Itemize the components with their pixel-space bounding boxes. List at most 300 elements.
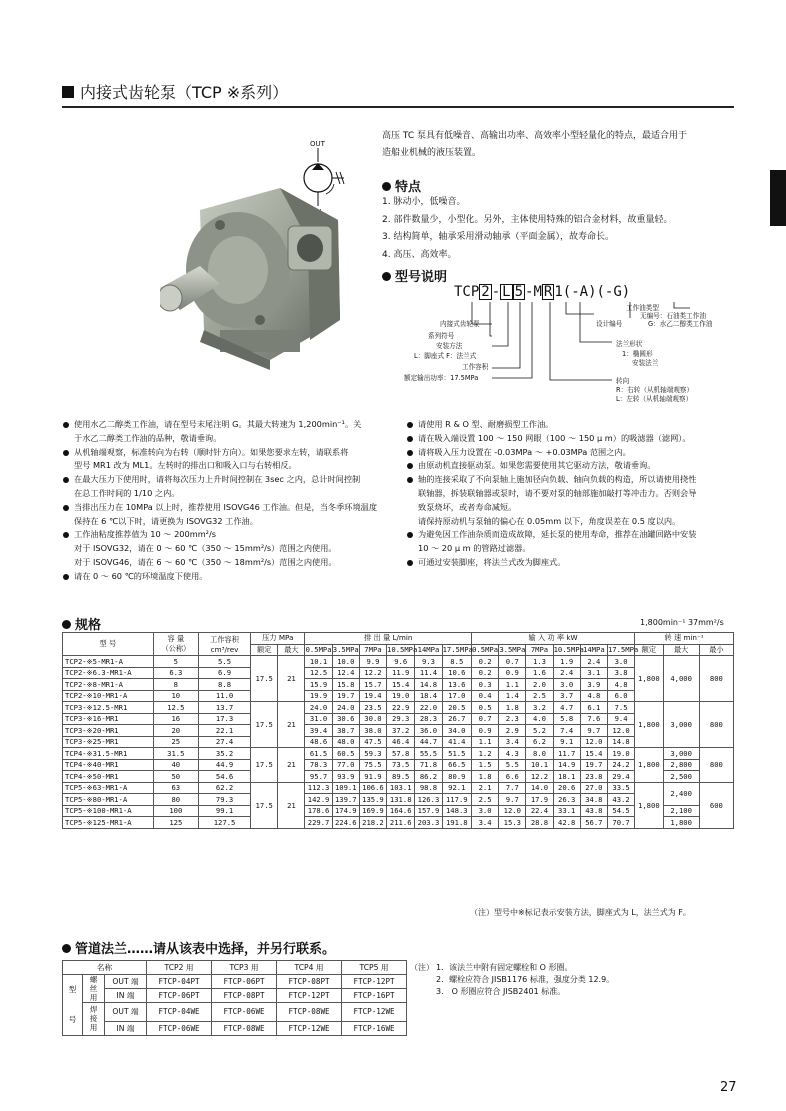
note-line: 请保持原动机与泵轴的偏心在 0.05mm 以下，角度误差在 0.5 度以内。 — [418, 515, 681, 526]
table-cell: 12.5 — [305, 667, 332, 679]
table-cell: 5 — [153, 656, 198, 668]
intro-line-1: 高压 TC 泵具有低噪音、高输出功率、高效率小型轻量化的特点，最适合用于 — [382, 131, 687, 141]
note-line: 请在吸入端设置 100 ～ 150 网眼（100 ～ 150 μ m）的吸滤器（滤网）。 — [406, 432, 736, 446]
table-cell: 43.8 — [580, 805, 607, 817]
flange-cell: FTCP-12PT — [277, 988, 342, 1002]
table-cell: 12.5 — [153, 702, 198, 714]
table-cell: 1,800 — [635, 656, 663, 702]
table-cell: 148.3 — [442, 805, 471, 817]
col-sub-max: 最大 — [278, 644, 305, 656]
table-cell: 3.2 — [526, 702, 553, 714]
table-cell: 86.2 — [415, 771, 442, 783]
table-cell: TCP2-※8-MR1-A — [63, 679, 154, 691]
table-cell: 18.4 — [415, 690, 442, 702]
table-cell: 92.1 — [442, 782, 471, 794]
flange-col-tcp2: TCP2 用 — [147, 961, 212, 975]
col-sub: 10.5MPa — [387, 645, 418, 655]
table-cell: 19.9 — [305, 690, 332, 702]
flange-col-tcp3: TCP3 用 — [212, 961, 277, 975]
table-cell: 54.6 — [198, 771, 250, 783]
table-cell: 50 — [153, 771, 198, 783]
page-title-bar — [62, 78, 734, 108]
table-cell: 17.5 — [251, 782, 278, 828]
table-cell: 10.1 — [305, 656, 332, 668]
table-cell: 26.3 — [553, 794, 580, 806]
model-heading: 型号说明 — [382, 266, 447, 285]
table-row — [63, 667, 734, 679]
table-cell: 61.5 — [305, 748, 332, 760]
flange-cell: FTCP-06WE — [147, 1021, 212, 1035]
flange-note: 2．螺栓应符合 JISB1176 标准，强度分类 12.9。 — [436, 975, 615, 984]
title-square-icon — [62, 86, 74, 98]
table-cell: 12.0 — [499, 805, 526, 817]
table-cell: 17.9 — [526, 794, 553, 806]
table-row — [63, 713, 734, 725]
table-cell: 0.9 — [472, 725, 499, 737]
table-cell: 91.9 — [359, 771, 386, 783]
code-prefix: TCP — [454, 284, 480, 300]
note-line: 型号 MR1 改为 ML1。左转时的排出口和吸入口与右转相反。 — [74, 460, 297, 471]
table-cell: 77.0 — [332, 759, 359, 771]
table-cell: 0.9 — [499, 667, 526, 679]
table-cell: TCP3-※16-MR1 — [63, 713, 154, 725]
table-cell: 60.5 — [332, 748, 359, 760]
flange-col-tcp5: TCP5 用 — [342, 961, 407, 975]
table-cell: 1.4 — [499, 690, 526, 702]
bullet-dot-icon — [62, 944, 71, 953]
col-header-flow: 排 出 量 L/min — [305, 633, 472, 645]
table-cell: 10.1 — [526, 759, 553, 771]
table-cell: 23.8 — [580, 771, 607, 783]
table-cell: 79.3 — [198, 794, 250, 806]
table-cell: 13.7 — [198, 702, 250, 714]
table-cell: 139.7 — [332, 794, 359, 806]
table-cell: 15.3 — [499, 817, 526, 829]
table-row — [63, 817, 734, 829]
note-line: 致泵烧坏，或者寿命减短。 — [418, 501, 517, 512]
table-cell: 34.0 — [442, 725, 471, 737]
table-cell: 51.5 — [442, 748, 471, 760]
table-cell: 22.0 — [415, 702, 442, 714]
table-cell: 19.7 — [332, 690, 359, 702]
table-cell: 7.6 — [580, 713, 607, 725]
flange-cell: FTCP-04PT — [147, 974, 212, 988]
table-cell: 54.5 — [607, 805, 634, 817]
table-cell: 23.5 — [359, 702, 386, 714]
table-cell: 14.8 — [607, 736, 634, 748]
table-cell: 9.4 — [607, 713, 634, 725]
table-cell: 1.5 — [472, 759, 499, 771]
table-cell: 3.0 — [472, 805, 499, 817]
flange-col-name: 名称 — [63, 961, 147, 975]
table-cell: TCP2-※10-MR1-A — [63, 690, 154, 702]
intro-line-2: 造船业机械的液压装置。 — [382, 148, 482, 158]
note-line: 对于 ISOVG32，请在 0 ～ 60 ℃（350 ～ 15mm²/s）范围之内使用。 — [74, 543, 337, 554]
table-cell: 30.0 — [359, 713, 386, 725]
table-cell: 38.0 — [359, 725, 386, 737]
table-cell: 1.1 — [499, 679, 526, 691]
label-flange-1b: 安装法兰 — [632, 359, 659, 367]
feature-item: 3. 结构简单，轴承采用滑动轴承（平面金属），故寿命长。 — [382, 232, 614, 242]
table-cell: 4.8 — [607, 679, 634, 691]
note-line: 当排出压力在 10MPa 以上时，推荐使用 ISOVG46 工作油。但是，当冬季环境温度 — [62, 501, 392, 515]
table-cell: 0.2 — [472, 667, 499, 679]
note-line: 为避免因工作油杂质而造成故障，延长泵的使用寿命，推荐在油罐回路中安装 — [406, 528, 736, 542]
table-cell: 2.9 — [499, 725, 526, 737]
label-internal-gear: 内接式齿轮泵 — [440, 320, 480, 328]
table-cell: 10 — [153, 690, 198, 702]
table-row — [63, 805, 734, 817]
page-number: 27 — [720, 1080, 737, 1095]
table-cell: 80.9 — [442, 771, 471, 783]
table-cell: 27.4 — [198, 736, 250, 748]
table-cell: TCP5-※63-MR1-A — [63, 782, 154, 794]
table-cell: 100 — [153, 805, 198, 817]
features-list — [382, 194, 672, 264]
col-sub: 0.5MPa — [305, 645, 332, 655]
table-cell: 41.4 — [442, 736, 471, 748]
table-cell: 1.8 — [499, 702, 526, 714]
table-cell: 31.0 — [305, 713, 332, 725]
table-cell: 11.0 — [198, 690, 250, 702]
code-part: - — [491, 284, 501, 300]
table-cell: 3.4 — [472, 817, 499, 829]
table-row — [63, 690, 734, 702]
table-cell: 2.5 — [472, 794, 499, 806]
code-part: (-G) — [596, 284, 631, 300]
table-cell: 30.6 — [332, 713, 359, 725]
table-cell: 73.5 — [387, 759, 415, 771]
table-cell: 21 — [278, 702, 305, 748]
table-cell: 126.3 — [415, 794, 442, 806]
table-cell: 78.3 — [305, 759, 332, 771]
flange-cell: FTCP-06WE — [212, 1002, 277, 1021]
label-rotation: 转向 — [616, 377, 630, 385]
table-cell: 21 — [278, 782, 305, 828]
table-row — [63, 702, 734, 714]
table-cell: 1.9 — [553, 656, 580, 668]
table-cell: 4.7 — [553, 702, 580, 714]
table-cell: TCP3-※25-MR1 — [63, 736, 154, 748]
col-sub: 14MPa — [415, 644, 442, 656]
spec-heading: 规格 — [62, 614, 101, 633]
flange-notes — [410, 962, 614, 998]
table-cell: 99.1 — [198, 805, 250, 817]
symbol-out-label: OUT — [310, 140, 325, 148]
table-cell: 47.5 — [359, 736, 386, 748]
table-cell: 26.7 — [442, 713, 471, 725]
col-header-speed: 转 速 min⁻¹ — [635, 633, 734, 645]
table-cell: 43.2 — [607, 794, 634, 806]
code-part: 5 — [514, 284, 524, 300]
table-cell: 0.7 — [472, 713, 499, 725]
table-cell: 20.6 — [553, 782, 580, 794]
table-cell: 15.8 — [332, 679, 359, 691]
table-cell: 2.3 — [499, 713, 526, 725]
table-cell: TCP2-※5-MR1-A — [63, 656, 154, 668]
feature-item: 2. 部件数量少，小型化。另外，主体使用特殊的铝合金材料，故重量轻。 — [382, 214, 673, 225]
table-cell: 21 — [278, 748, 305, 783]
flange-port: OUT 端 — [105, 1002, 147, 1021]
table-cell: TCP2-※6.3-MR1-A — [63, 667, 154, 679]
table-cell: 3.4 — [499, 736, 526, 748]
label-series-code: 系列符号 — [428, 332, 455, 340]
table-cell: 33.5 — [607, 782, 634, 794]
table-cell: 9.9 — [359, 656, 386, 668]
col-sub-speed-rated: 额定 — [635, 644, 663, 656]
flange-cell: FTCP-16PT — [342, 988, 407, 1002]
table-cell: 211.6 — [387, 817, 415, 829]
bullet-dot-icon — [62, 620, 71, 629]
code-part: 2 — [481, 284, 490, 300]
table-cell: 6.1 — [580, 702, 607, 714]
note-line: 轴的连接采取了不向泵轴上施加径向负载、轴向负载的构造，所以请使用挠性 — [406, 473, 736, 487]
table-cell: 103.1 — [387, 782, 415, 794]
table-cell: 40 — [153, 759, 198, 771]
note-line: 由原动机直接驱动泵。如果您需要使用其它驱动方法，敬请垂询。 — [406, 459, 736, 473]
table-cell: 44.9 — [198, 759, 250, 771]
note-line: 可通过安装脚座，将法兰式改为脚座式。 — [406, 556, 736, 570]
label-mount-detail: L：脚座式 F：法兰式 — [414, 352, 477, 360]
col-header-pressure: 压力 MPa — [251, 633, 305, 645]
table-cell: 57.8 — [387, 748, 415, 760]
table-cell: 24.0 — [332, 702, 359, 714]
table-cell: 8.8 — [198, 679, 250, 691]
table-cell: 3.1 — [580, 667, 607, 679]
table-cell: 7.5 — [607, 702, 634, 714]
table-cell: 17.5 — [251, 702, 278, 748]
table-cell: 20.5 — [442, 702, 471, 714]
col-header-capacity: 容 量 （公称） — [153, 633, 198, 656]
table-cell: 1.6 — [526, 667, 553, 679]
table-cell: 37.2 — [387, 725, 415, 737]
table-cell: 9.7 — [499, 794, 526, 806]
table-cell: 0.3 — [472, 679, 499, 691]
code-part: 1 — [554, 284, 563, 300]
table-cell: TCP4-※50-MR1 — [63, 771, 154, 783]
note-line: 保持在 6 ℃以下时，请更换为 ISOVG32 工作油。 — [74, 515, 258, 526]
col-sub-speed-max: 最大 — [663, 644, 699, 656]
table-cell: 98.8 — [415, 782, 442, 794]
table-cell: 7.7 — [499, 782, 526, 794]
table-cell: 109.1 — [332, 782, 359, 794]
table-cell: 14.0 — [526, 782, 553, 794]
table-cell: 48.6 — [305, 736, 332, 748]
col-sub: 0.5MPa — [472, 645, 499, 655]
table-cell: 12.2 — [359, 667, 386, 679]
table-cell: 6.9 — [198, 667, 250, 679]
table-cell: 0.4 — [472, 690, 499, 702]
flange-port: IN 端 — [105, 988, 147, 1002]
table-cell: 5.5 — [499, 759, 526, 771]
table-cell: 0.7 — [499, 656, 526, 668]
table-cell: 2.4 — [580, 656, 607, 668]
flange-note-label: （注） — [410, 963, 434, 972]
table-cell: 28.8 — [526, 817, 553, 829]
table-cell: 59.3 — [359, 748, 386, 760]
table-cell: 11.9 — [387, 667, 415, 679]
code-part: -M — [525, 284, 542, 300]
table-cell: 135.9 — [359, 794, 386, 806]
label-rated-pressure: 额定输出功率：17.5MPa — [404, 374, 479, 382]
flange-port: OUT 端 — [105, 974, 147, 988]
table-cell: 19.0 — [607, 748, 634, 760]
table-cell: 224.6 — [332, 817, 359, 829]
table-cell: 4.8 — [580, 690, 607, 702]
table-cell: 218.2 — [359, 817, 386, 829]
table-cell: 3.9 — [580, 679, 607, 691]
flange-table — [62, 960, 407, 1036]
table-cell: 117.9 — [442, 794, 471, 806]
table-cell: 12.0 — [580, 736, 607, 748]
table-row — [63, 782, 734, 794]
label-fluid-type: 工作油类型 — [626, 304, 659, 312]
table-cell: 9.3 — [415, 656, 442, 668]
table-cell: 13.6 — [442, 679, 471, 691]
table-cell: 6.0 — [607, 690, 634, 702]
table-cell: 56.7 — [580, 817, 607, 829]
table-cell: 19.4 — [359, 690, 386, 702]
table-cell: 20 — [153, 725, 198, 737]
flange-note: 1．该法兰中附有固定螺栓和 O 形圈。 — [436, 963, 573, 972]
table-cell: 38.7 — [332, 725, 359, 737]
table-cell: 6.2 — [526, 736, 553, 748]
table-cell: 800 — [699, 702, 733, 748]
spec-footnote: （注）型号中※标记表示安装方法，脚座式为 L，法兰式为 F。 — [470, 908, 691, 917]
table-cell: 33.1 — [553, 805, 580, 817]
table-cell: 17.0 — [442, 690, 471, 702]
flange-col-tcp4: TCP4 用 — [277, 961, 342, 975]
table-cell: 16 — [153, 713, 198, 725]
table-cell: TCP4-※40-MR1 — [63, 759, 154, 771]
table-cell: 15.4 — [580, 748, 607, 760]
code-part: L — [502, 284, 511, 300]
table-cell: 174.9 — [332, 805, 359, 817]
note-line: 10 ～ 20 μ m 的管路过滤器。 — [418, 543, 531, 554]
col-sub-speed-min: 最小 — [699, 644, 733, 656]
code-part: R — [543, 284, 553, 300]
table-cell: 17.3 — [198, 713, 250, 725]
label-flange-1: 1：椭圆形 — [622, 350, 653, 358]
label-flange-shape: 法兰形状 — [616, 340, 643, 348]
flange-cell: FTCP-12WE — [277, 1021, 342, 1035]
table-cell: 55.5 — [415, 748, 442, 760]
note-line: 请使用 R & O 型、耐磨损型工作油。 — [406, 418, 736, 432]
table-cell: 89.5 — [387, 771, 415, 783]
table-cell: 10.0 — [332, 656, 359, 668]
table-cell: 1,800 — [663, 817, 699, 829]
table-cell: 70.7 — [607, 817, 634, 829]
table-cell: 22.9 — [387, 702, 415, 714]
table-cell: 36.0 — [415, 725, 442, 737]
pump-illustration — [160, 170, 350, 380]
col-sub-rated: 额定 — [251, 644, 278, 656]
table-cell: 17.5 — [251, 656, 278, 702]
table-cell: 44.7 — [415, 736, 442, 748]
flange-cell: FTCP-04WE — [147, 1002, 212, 1021]
table-cell: 1,800 — [635, 782, 663, 828]
table-row — [63, 759, 734, 771]
table-cell: 1,800 — [635, 702, 663, 748]
table-cell: 18.1 — [553, 771, 580, 783]
table-cell: 112.3 — [305, 782, 332, 794]
table-cell: 7.4 — [553, 725, 580, 737]
col-sub: 17.5MPa — [442, 645, 473, 655]
flange-port: IN 端 — [105, 1021, 147, 1035]
table-cell: 3.0 — [553, 679, 580, 691]
table-cell: 191.8 — [442, 817, 471, 829]
note-line: 工作油粘度推荐值为 10 ～ 200mm²/s — [62, 528, 392, 542]
flange-type-label: 型 号 — [63, 974, 83, 1035]
note-line: 对于 ISOVG46，请在 6 ～ 60 ℃（350 ～ 18mm²/s）范围之内使用。 — [74, 556, 337, 567]
col-sub: 7MPa — [526, 644, 553, 656]
table-cell: 203.3 — [415, 817, 442, 829]
flange-cell: FTCP-12PT — [342, 974, 407, 988]
flange-weld-label: 焊 接 用 — [83, 1002, 105, 1035]
table-cell: 6.3 — [153, 667, 198, 679]
table-cell: 22.1 — [198, 725, 250, 737]
table-cell: 15.9 — [305, 679, 332, 691]
table-cell: 2,400 — [663, 782, 699, 805]
table-cell: 31.5 — [153, 748, 198, 760]
table-cell: 27.0 — [580, 782, 607, 794]
table-cell: 2,500 — [663, 771, 699, 783]
flange-cell: FTCP-16WE — [342, 1021, 407, 1035]
table-cell: 5.8 — [553, 713, 580, 725]
table-cell: 125 — [153, 817, 198, 829]
side-tab — [770, 170, 786, 226]
table-cell: 12.0 — [607, 725, 634, 737]
table-cell: 4.0 — [526, 713, 553, 725]
feature-item: 1. 脉动小，低噪音。 — [382, 197, 466, 207]
flange-cell: FTCP-12WE — [342, 1002, 407, 1021]
table-cell: 106.6 — [359, 782, 386, 794]
table-cell: 6.6 — [499, 771, 526, 783]
spec-table-body — [63, 656, 734, 829]
table-cell: 24.0 — [305, 702, 332, 714]
table-cell: 75.5 — [359, 759, 386, 771]
table-row — [63, 794, 734, 806]
table-cell: 5.2 — [526, 725, 553, 737]
table-cell: 35.2 — [198, 748, 250, 760]
bullet-dot-icon — [382, 272, 391, 281]
table-cell: 71.8 — [415, 759, 442, 771]
col-header-displacement: 工作容积 cm³/rev — [198, 633, 250, 656]
flange-cell: FTCP-08WE — [212, 1021, 277, 1035]
table-cell: 46.4 — [387, 736, 415, 748]
table-cell: TCP3-※20-MR1 — [63, 725, 154, 737]
table-cell: 8 — [153, 679, 198, 691]
table-cell: 1,800 — [635, 748, 663, 783]
table-cell: 19.7 — [580, 759, 607, 771]
table-cell: 25 — [153, 736, 198, 748]
table-cell: 0.2 — [472, 656, 499, 668]
feature-item: 4. 高压、高效率。 — [382, 249, 457, 260]
table-cell: 178.6 — [305, 805, 332, 817]
table-cell: 169.9 — [359, 805, 386, 817]
table-cell: 3,000 — [663, 748, 699, 760]
flange-cell: FTCP-06PT — [212, 974, 277, 988]
table-cell: 9.6 — [387, 656, 415, 668]
table-cell: 2,100 — [663, 805, 699, 817]
col-header-model: 型 号 — [63, 633, 154, 656]
table-cell: 17.5 — [251, 748, 278, 783]
label-mount: 安装方法 — [436, 342, 463, 350]
table-cell: TCP3-※12.5-MR1 — [63, 702, 154, 714]
table-cell: 80 — [153, 794, 198, 806]
table-cell: 2.0 — [526, 679, 553, 691]
col-sub: 7MPa — [359, 644, 386, 656]
